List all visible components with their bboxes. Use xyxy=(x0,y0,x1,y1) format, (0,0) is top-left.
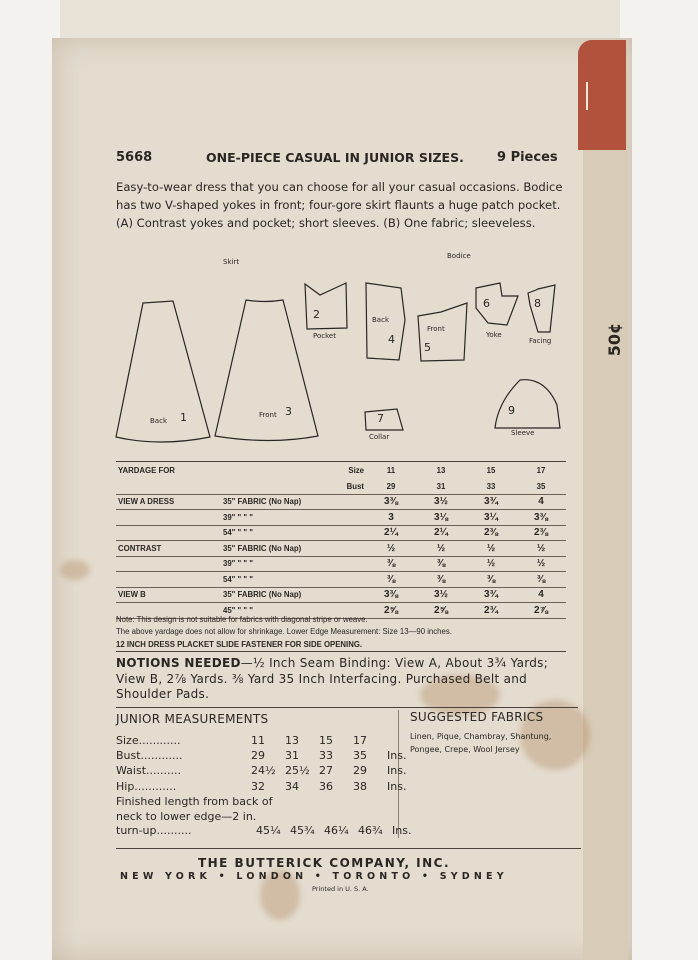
yardage-cell: 3¼ xyxy=(466,510,516,526)
cell: 15 xyxy=(319,734,333,747)
view-cell xyxy=(116,510,221,526)
yardage-note: 12 INCH DRESS PLACKET SLIDE FASTENER FOR SIDE OPENING. xyxy=(116,640,363,649)
yardage-cell: ⅜ xyxy=(466,572,516,588)
piece-label: Pocket xyxy=(313,332,336,340)
finished-length: neck to lower edge—2 in. xyxy=(116,810,257,823)
header-cell: 35 xyxy=(516,479,566,495)
piece-label: Facing xyxy=(529,337,552,345)
table-row xyxy=(116,587,566,603)
cell: 29 xyxy=(251,749,265,763)
piece-number: 9 xyxy=(508,404,515,417)
table-row xyxy=(116,525,566,541)
view-cell: VIEW B xyxy=(116,587,221,603)
cell: 17 xyxy=(353,734,367,747)
cell: 11 xyxy=(251,734,265,747)
yardage-cell: 3⅜ xyxy=(366,494,416,510)
yardage-note: Note: This design is not suitable for fabrics with diagonal stripe or weave. xyxy=(116,615,368,624)
piece-label: Collar xyxy=(369,433,390,441)
cell: 46¾ xyxy=(358,824,383,837)
cell: 46¼ xyxy=(324,824,349,837)
measurement-row xyxy=(116,748,406,763)
yardage-cell: ½ xyxy=(366,541,416,557)
yardage-cell: ½ xyxy=(466,556,516,572)
row-label: Bust............ xyxy=(116,749,183,763)
row-label: Size............ xyxy=(116,734,181,747)
measurements-title: JUNIOR MEASUREMENTS xyxy=(116,712,269,726)
piece-label: Front xyxy=(259,411,277,419)
fabric-cell: 35" FABRIC (No Nap) xyxy=(221,494,366,510)
table-header-row xyxy=(116,479,566,495)
header-cell: 17 xyxy=(536,466,546,476)
unit: Ins. xyxy=(387,764,407,778)
cell: 35 xyxy=(353,749,367,763)
table-row xyxy=(116,541,566,557)
view-cell: VIEW A DRESS xyxy=(116,494,221,510)
piece-number: 8 xyxy=(534,297,541,310)
cell: 33 xyxy=(319,749,333,763)
piece-sleeve xyxy=(495,380,560,428)
yardage-cell: ⅜ xyxy=(416,572,466,588)
fabric-cell: 54" " " " xyxy=(221,572,366,588)
header-cell: 31 xyxy=(416,479,466,495)
piece-number: 6 xyxy=(483,297,490,310)
divider xyxy=(116,707,578,708)
notions-title: NOTIONS NEEDED xyxy=(116,656,241,670)
view-cell xyxy=(116,525,221,541)
piece-number: 1 xyxy=(180,411,187,424)
piece-label: Sleeve xyxy=(511,429,535,437)
cell: 36 xyxy=(319,779,333,793)
yardage-cell: ½ xyxy=(416,541,466,557)
pattern-title: ONE-PIECE CASUAL IN JUNIOR SIZES. xyxy=(206,150,464,165)
yardage-cell: 3⅜ xyxy=(516,510,566,526)
yardage-cell: 3⅛ xyxy=(416,510,466,526)
piece-pocket xyxy=(305,283,347,329)
yardage-cell: 2¼ xyxy=(416,525,466,541)
yardage-cell: ⅜ xyxy=(366,572,416,588)
piece-number: 2 xyxy=(313,308,320,321)
piece-number: 3 xyxy=(285,405,292,418)
row-label: Hip............ xyxy=(116,779,177,793)
view-cell xyxy=(116,556,221,572)
header-cell: Bust xyxy=(116,479,366,495)
header-cell: YARDAGE FOR xyxy=(118,466,175,476)
yardage-cell: 4 xyxy=(516,587,566,603)
yardage-cell: 3½ xyxy=(416,587,466,603)
cell: 45¾ xyxy=(290,824,315,837)
yardage-cell: 2⅞ xyxy=(516,603,566,619)
yardage-cell: 2⅝ xyxy=(416,603,466,619)
fabric-cell: 45" " " " xyxy=(221,603,366,619)
cell: 27 xyxy=(319,764,333,778)
yardage-cell: ⅜ xyxy=(516,572,566,588)
measurement-row xyxy=(116,733,406,748)
yardage-cell: 3¾ xyxy=(466,587,516,603)
header-cell: 29 xyxy=(366,479,416,495)
piece-collar xyxy=(365,409,403,430)
piece-skirt-front xyxy=(215,300,318,441)
view-cell xyxy=(116,572,221,588)
fabrics-title: SUGGESTED FABRICS xyxy=(410,710,544,724)
piece-count: 9 Pieces xyxy=(497,150,558,165)
yardage-cell: 2⅝ xyxy=(366,603,416,619)
notions xyxy=(116,656,566,703)
price: 50¢ xyxy=(605,322,625,357)
fabric-cell: 35" FABRIC (No Nap) xyxy=(221,541,366,557)
header-cell: 11 xyxy=(386,466,396,476)
cell: 34 xyxy=(285,779,299,793)
yardage-cell: 3 xyxy=(366,510,416,526)
piece-number: 4 xyxy=(388,333,395,346)
yardage-cell: ½ xyxy=(516,541,566,557)
printed-in: Printed in U. S. A. xyxy=(312,885,369,893)
company-name: THE BUTTERICK COMPANY, INC. xyxy=(197,856,451,870)
cell: 25½ xyxy=(285,764,310,778)
fabric-cell: 39" " " " xyxy=(221,556,366,572)
piece-label: Front xyxy=(427,325,445,333)
yardage-cell: ⅜ xyxy=(416,556,466,572)
fabrics-list: Linen, Pique, Chambray, Shantung, Pongee, Crepe, Wool Jersey xyxy=(410,732,552,754)
divider xyxy=(116,848,581,849)
header-cell: 33 xyxy=(466,479,516,495)
cell: 45¼ xyxy=(256,824,281,837)
divider xyxy=(116,461,566,462)
measurement-row xyxy=(116,779,406,794)
header-cell: Size xyxy=(348,466,364,476)
yardage-note: The above yardage does not allow for shrinkage. Lower Edge Measurement: Size 13—90 inches. xyxy=(116,627,452,636)
piece-number: 5 xyxy=(424,341,431,354)
yardage-cell: 2¼ xyxy=(366,525,416,541)
unit: Ins. xyxy=(392,824,412,837)
view-cell: CONTRAST xyxy=(116,541,221,557)
cell: 31 xyxy=(285,749,299,763)
yardage-cell: 2¾ xyxy=(466,603,516,619)
table-row xyxy=(116,494,566,510)
skirt-label: Skirt xyxy=(223,258,240,266)
piece-facing xyxy=(528,285,555,332)
cell: 32 xyxy=(251,779,265,793)
notions-text: —½ Inch Seam Binding: View A, About 3¾ Yards; View B, 2⅞ Yards. ⅜ Yard 35 Inch Interfacing. Purchased Belt and Shoulder Pads. xyxy=(116,656,549,701)
yardage-cell: 2⅜ xyxy=(516,525,566,541)
fabric-cell: 39" " " " xyxy=(221,510,366,526)
yardage-table xyxy=(116,463,566,619)
table-header-row xyxy=(116,463,566,479)
bodice-label: Bodice xyxy=(447,252,471,260)
divider xyxy=(116,651,566,652)
unit: Ins. xyxy=(387,779,407,793)
table-row xyxy=(116,572,566,588)
table-row xyxy=(116,556,566,572)
cell: 24½ xyxy=(251,764,276,778)
piece-label: Back xyxy=(372,316,389,324)
yardage-cell: 4 xyxy=(516,494,566,510)
cell: 38 xyxy=(353,779,367,793)
piece-number: 7 xyxy=(377,412,384,425)
unit: Ins. xyxy=(387,749,407,763)
yardage-cell: 3½ xyxy=(416,494,466,510)
fabric-cell: 54" " " " xyxy=(221,525,366,541)
piece-label: Back xyxy=(150,417,167,425)
yardage-cell: 3⅜ xyxy=(366,587,416,603)
cell: 29 xyxy=(353,764,367,778)
finished-length: Finished length from back of xyxy=(116,795,273,808)
piece-label: Yoke xyxy=(486,331,502,339)
yardage-cell: 2⅜ xyxy=(466,525,516,541)
cell: 13 xyxy=(285,734,299,747)
turnup-row xyxy=(116,823,411,838)
pattern-number: 5668 xyxy=(116,150,153,165)
row-label: Waist.......... xyxy=(116,764,181,778)
yardage-cell: ½ xyxy=(466,541,516,557)
measurements-table xyxy=(116,733,406,794)
description: Easy-to-wear dress that you can choose for all your casual occasions. Bodice has two V-shaped yokes in front; four-gore skirt flaunts a huge patch pocket. (A) Contrast yokes and pocket; short sleeves. (B) One fabric; sleeveless. xyxy=(116,180,563,230)
yardage-cell: 3¾ xyxy=(466,494,516,510)
header-cell: 13 xyxy=(436,466,446,476)
header-cell: 15 xyxy=(486,466,496,476)
row-label: turn-up.......... xyxy=(116,824,192,837)
fabric-cell: 35" FABRIC (No Nap) xyxy=(221,587,366,603)
company-cities: NEW YORK • LONDON • TORONTO • SYDNEY xyxy=(120,871,508,882)
measurement-row xyxy=(116,763,406,778)
table-row xyxy=(116,510,566,526)
yardage-cell: ½ xyxy=(516,556,566,572)
yardage-cell: ⅜ xyxy=(366,556,416,572)
